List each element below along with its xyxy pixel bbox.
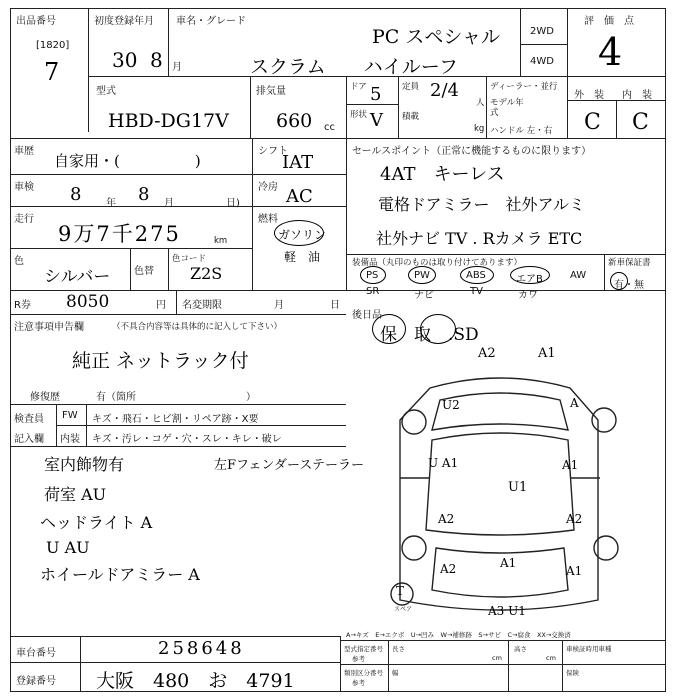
car-name-label: 車名・グレード — [176, 16, 246, 27]
mark-a-fender: A — [570, 396, 579, 410]
cm-unit-2: cm — [546, 654, 556, 662]
exterior-label: 外 装 — [574, 90, 604, 101]
lot-number-label: 出品番号 — [16, 16, 56, 27]
ac-value: AC — [286, 186, 313, 207]
displacement-label: 排気量 — [256, 86, 286, 97]
lot-code: [1820] — [36, 40, 70, 51]
hw-note-3: ヘッドライト A — [40, 513, 153, 532]
cm-unit-1: cm — [492, 654, 502, 662]
later-items-value: 保 取 .SD — [380, 325, 479, 345]
history-label: 車歴 — [14, 146, 34, 157]
equip-navi: ナビ — [414, 290, 434, 301]
fuel-diesel: 軽 油 — [284, 250, 321, 264]
shift-value: IAT — [282, 152, 314, 173]
equip-aw: AW — [570, 270, 587, 281]
mark-a2-right: A2 — [566, 512, 583, 526]
mark-a2-rear: A2 — [440, 562, 457, 576]
tax-label: 車検証時用車種 — [566, 645, 612, 653]
fw-items: キズ・飛石・ヒビ割・リペア跡・X要 — [92, 414, 259, 425]
registration-year: 30 — [112, 48, 138, 72]
hw-note-1: 室内飾物有 — [44, 455, 125, 474]
equip-tv: TV — [470, 286, 483, 297]
inspection-year-unit: 年 — [106, 198, 116, 209]
mileage-value: 9万7千275 — [58, 222, 181, 246]
sales-line-2: 電格ドアミラー 社外アルミ — [378, 195, 585, 214]
length-label: 長さ — [392, 645, 405, 653]
model-year-label: モデル年式 — [490, 98, 524, 118]
equip-airbag: エアB — [516, 274, 543, 285]
inspection-day-unit: 日) — [226, 198, 240, 209]
hw-note-2: 荷室 AU — [44, 485, 107, 504]
name-change-day: 日 — [330, 300, 340, 311]
registration-value: 大阪 480 お 4791 — [96, 670, 295, 692]
color-code-value: Z2S — [190, 264, 223, 283]
interior-insp-items: キズ・汚レ・コゲ・穴・スレ・キレ・破レ — [92, 434, 282, 445]
displacement-unit: cc — [324, 122, 335, 133]
damage-legend: A→キズ E→エクボ U→凹み W→補修跡 S→サビ C→腐食 XX→交換済 — [346, 631, 571, 639]
door-label: ドア — [350, 82, 367, 92]
shift-label: シフト — [258, 146, 288, 157]
kind-label: 類別区分番号 — [344, 669, 383, 677]
mileage-unit: km — [214, 236, 228, 246]
hw-note-5: ホイールドアミラー A — [40, 565, 200, 584]
history-value: 自家用・( ) — [54, 152, 201, 170]
equip-sr: SR — [366, 286, 380, 297]
type-label: 型式 — [96, 86, 116, 97]
displacement-value: 660 — [276, 110, 313, 132]
grade-value: PC スペシャル — [372, 26, 500, 48]
shape-label: 形状 — [350, 110, 368, 120]
chassis-label: 車台番号 — [16, 648, 56, 659]
score-value: 4 — [598, 30, 623, 74]
registration-month: 8 — [150, 48, 163, 72]
yen-unit: 円 — [156, 300, 166, 311]
color-code-label: 色コード — [172, 254, 207, 264]
inspection-year: 8 — [70, 184, 82, 205]
mark-a1-rear-right: A1 — [566, 564, 583, 578]
chassis-value: 258648 — [158, 638, 245, 659]
mark-ua1-left: U A1 — [428, 456, 459, 470]
cert-label: 型式指定番号 — [344, 645, 383, 653]
interior-label: 内 装 — [622, 90, 652, 101]
handle-label: ハンドル 左・右 — [490, 126, 553, 136]
sales-points-title: セールスポイント（正常に機能するものに限ります） — [352, 146, 592, 157]
height-label: 高さ — [514, 645, 527, 653]
mileage-label: 走行 — [14, 214, 34, 225]
drive-2wd: 2WD — [530, 26, 554, 37]
insured-label: 保険 — [566, 669, 579, 677]
month-unit: 月 — [172, 62, 182, 73]
load-label: 積載 — [402, 112, 420, 122]
kind-sub: 参考 — [352, 679, 365, 687]
inspection-label: 車検 — [14, 182, 34, 193]
sales-line-3: 社外ナビ TV . Rカメラ ETC — [376, 229, 583, 248]
interior-insp-label: 内装 — [60, 434, 80, 445]
repair-history-label: 修復歴 — [30, 392, 60, 403]
load-unit: kg — [474, 124, 485, 134]
repair-history-value: 有（箇所 ） — [96, 392, 256, 403]
inspector-entry-label: 記入欄 — [14, 434, 44, 445]
equipment-title: 装備品（丸印のものは取り付けてあります） — [352, 258, 523, 268]
model-name-value: スクラム ハイルーフ — [250, 56, 458, 78]
inspection-month: 8 — [138, 184, 150, 205]
drive-4wd: 4WD — [530, 56, 554, 67]
interior-grade: C — [632, 110, 649, 135]
first-registration-label: 初度登録年月 — [94, 16, 154, 27]
cert-sub: 参考 — [352, 655, 365, 663]
notes-label: 注意事項申告欄 — [14, 322, 84, 333]
inspector-label: 検査員 — [14, 414, 44, 425]
spare-label: スペア — [394, 606, 413, 613]
equip-abs: ABS — [466, 270, 486, 281]
fuel-label: 燃料 — [258, 214, 278, 225]
sales-line-1: 4AT キーレス — [380, 164, 505, 185]
door-value: 5 — [370, 84, 382, 105]
score-label: 評 価 点 — [584, 16, 634, 27]
capacity-unit: 人 — [476, 98, 485, 108]
equip-pw: PW — [414, 270, 430, 281]
ac-label: 冷房 — [258, 182, 278, 193]
mark-t-spare: T — [396, 584, 405, 598]
name-change-label: 名変期限 — [182, 300, 222, 311]
new-car-warranty-label: 新車保証書 — [608, 258, 651, 268]
r-ticket-label: R券 — [14, 300, 31, 311]
later-items-label: 後日品 — [352, 310, 382, 321]
capacity-value: 2/4 — [430, 80, 459, 101]
mark-a2-top: A2 — [478, 346, 496, 361]
capacity-label: 定員 — [402, 82, 420, 92]
type-value: HBD-DG17V — [108, 110, 229, 132]
equip-ps: PS — [366, 270, 379, 281]
warranty-value: 有・無 — [614, 280, 644, 291]
mark-a2-left: A2 — [438, 512, 455, 526]
equip-cover: カワ — [518, 290, 538, 301]
notes-sub: （不具合内容等は具体的に記入して下さい） — [112, 322, 283, 332]
mark-a1-top: A1 — [538, 346, 556, 361]
mark-a1-rear: A1 — [500, 556, 517, 570]
registration-label: 登録番号 — [16, 676, 56, 687]
shape-value: V — [370, 110, 383, 131]
inspection-month-unit: 月 — [164, 198, 174, 209]
lot-number: 7 — [44, 58, 60, 86]
side-note: 左Fフェンダーステーラー — [214, 458, 364, 473]
width-label: 幅 — [392, 669, 399, 677]
fuel-gasoline: ガソリン — [278, 228, 327, 242]
notes-text: 純正 ネットラック付 — [72, 350, 249, 372]
color-label: 色 — [14, 256, 24, 267]
name-change-month: 月 — [274, 300, 284, 311]
mark-u1-roof: U1 — [508, 480, 528, 495]
fw-label: FW — [62, 410, 78, 421]
mark-u2: U2 — [442, 398, 460, 412]
dealer-label: ディーラー・並行 — [490, 82, 558, 92]
recolor-label: 色替 — [134, 266, 154, 277]
mark-a1-right: A1 — [562, 458, 579, 472]
mark-a3u1: A3 U1 — [488, 604, 526, 618]
exterior-grade: C — [584, 110, 601, 135]
hw-note-4: U AU — [46, 538, 90, 557]
r-ticket-value: 8050 — [66, 292, 110, 312]
color-value: シルバー — [44, 267, 111, 287]
